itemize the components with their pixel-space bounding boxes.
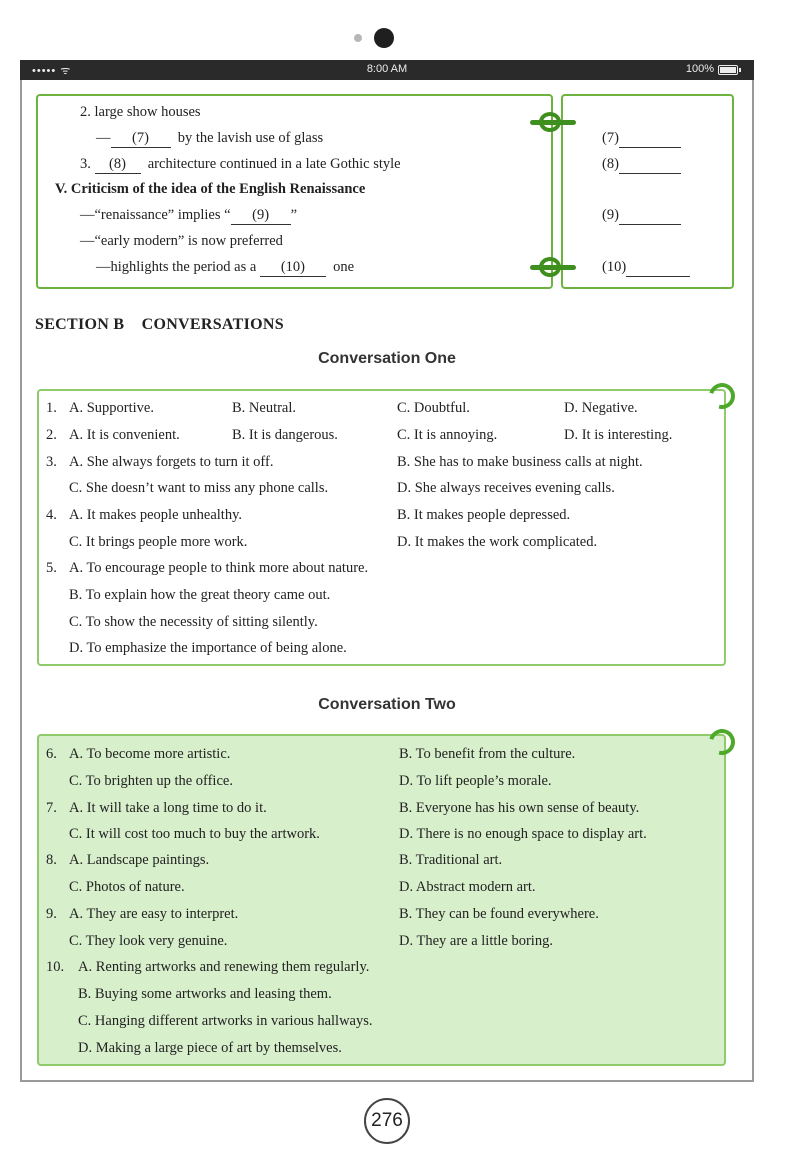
question-1-option-b[interactable]: B. Neutral. [232,400,297,416]
question-4-option-a[interactable]: A. It makes people unhealthy. [69,507,243,523]
question-7-option-a[interactable]: A. It will take a long time to do it. [69,800,267,816]
question-5-option-a[interactable]: A. To encourage people to think more about nature. [69,560,369,576]
conversation-two-title: Conversation Two [318,696,456,713]
binder-ring-icon [530,112,576,132]
camera-lens [374,28,394,48]
text: by the lavish use of glass [177,130,324,146]
question-8-option-d[interactable]: D. Abstract modern art. [399,879,536,895]
question-4-option-c[interactable]: C. It brings people more work. [69,534,248,550]
number: 3. [80,156,91,172]
question-7-option-b[interactable]: B. Everyone has his own sense of beauty. [399,800,640,816]
question-6-option-b[interactable]: B. To benefit from the culture. [399,746,576,762]
question-5-option-b[interactable]: B. To explain how the great theory came out. [69,587,331,603]
question-8-option-b[interactable]: B. Traditional art. [399,852,503,868]
blank-10: (10) [260,259,326,277]
question-6-option-c[interactable]: C. To brighten up the office. [69,773,233,789]
status-time: 8:00 AM [366,63,408,75]
answer-line [626,259,690,277]
question-7-number: 7. [46,800,57,816]
question-1-number: 1. [46,400,57,416]
answer-label: (8) [602,156,619,172]
dash: — [96,130,111,146]
answer-line [619,156,681,174]
text: ” [290,207,298,223]
outline-heading-5: V. Criticism of the idea of the English Renaissance [55,181,366,197]
question-9-number: 9. [46,906,57,922]
text: one [333,259,355,275]
question-7-option-d[interactable]: D. There is no enough space to display art. [399,826,647,842]
question-9-option-d[interactable]: D. They are a little boring. [399,933,553,949]
outline-early-modern-line: —“early modern” is now preferred [80,233,283,249]
question-2-number: 2. [46,427,57,443]
conversation-one-title: Conversation One [318,350,456,367]
question-10-number: 10. [46,959,65,975]
signal-icon: ••••• ᯤ [32,65,72,77]
text: architecture continued in a late Gothic style [147,156,401,172]
answer-label: (10) [602,259,627,275]
question-3-option-a[interactable]: A. She always forgets to turn it off. [69,454,274,470]
answer-blank-7[interactable] [602,130,681,148]
question-2-option-c[interactable]: C. It is annoying. [397,427,498,443]
question-1-option-d[interactable]: D. Negative. [564,400,638,416]
outline-item-3 [80,156,401,174]
blank-9: (9) [231,207,291,225]
question-3-option-b[interactable]: B. She has to make business calls at night. [397,454,643,470]
binder-ring-icon [530,257,576,277]
answer-line [619,207,681,225]
answer-line [619,130,681,148]
question-10-option-b[interactable]: B. Buying some artworks and leasing them. [78,986,332,1002]
question-2-option-b[interactable]: B. It is dangerous. [232,427,338,443]
question-3-number: 3. [46,454,57,470]
question-6-option-a[interactable]: A. To become more artistic. [69,746,231,762]
question-3-option-c[interactable]: C. She doesn’t want to miss any phone calls. [69,480,329,496]
outline-highlights-line [96,259,354,277]
question-8-option-c[interactable]: C. Photos of nature. [69,879,185,895]
question-4-option-d[interactable]: D. It makes the work complicated. [397,534,598,550]
question-7-option-c[interactable]: C. It will cost too much to buy the artwork. [69,826,320,842]
battery-percent: 100% [685,63,714,75]
question-2-option-d[interactable]: D. It is interesting. [564,427,673,443]
blank-7: (7) [111,130,171,148]
page-number: 276 [364,1098,410,1144]
outline-item-2-sub [96,130,323,148]
question-5-number: 5. [46,560,57,576]
question-10-option-d[interactable]: D. Making a large piece of art by themselves. [78,1040,342,1056]
question-6-number: 6. [46,746,57,762]
answer-blank-8[interactable] [602,156,681,174]
camera-dot-small [354,34,362,42]
text: —“renaissance” implies “ [80,207,231,223]
question-10-option-c[interactable]: C. Hanging different artworks in various hallways. [78,1013,373,1029]
question-10-option-a[interactable]: A. Renting artworks and renewing them regularly. [78,959,370,975]
question-9-option-b[interactable]: B. They can be found everywhere. [399,906,599,922]
question-2-option-a[interactable]: A. It is convenient. [69,427,180,443]
question-1-option-c[interactable]: C. Doubtful. [397,400,470,416]
text: —highlights the period as a [96,259,257,275]
question-8-number: 8. [46,852,57,868]
answer-label: (9) [602,207,619,223]
status-bar [20,60,754,80]
section-title: SECTION B CONVERSATIONS [35,316,284,333]
answer-label: (7) [602,130,619,146]
question-5-option-d[interactable]: D. To emphasize the importance of being alone. [69,640,347,656]
question-3-option-d[interactable]: D. She always receives evening calls. [397,480,615,496]
battery-icon [718,65,738,75]
question-5-option-c[interactable]: C. To show the necessity of sitting silently. [69,614,318,630]
question-4-option-b[interactable]: B. It makes people depressed. [397,507,571,523]
question-4-number: 4. [46,507,57,523]
answer-blank-9[interactable] [602,207,681,225]
question-1-option-a[interactable]: A. Supportive. [69,400,154,416]
outline-renaissance-line [80,207,297,225]
question-8-option-a[interactable]: A. Landscape paintings. [69,852,210,868]
answer-blank-10[interactable] [602,259,690,277]
blank-8: (8) [95,156,141,174]
outline-item-2: 2. large show houses [80,104,201,120]
question-6-option-d[interactable]: D. To lift people’s morale. [399,773,552,789]
question-9-option-a[interactable]: A. They are easy to interpret. [69,906,239,922]
question-9-option-c[interactable]: C. They look very genuine. [69,933,228,949]
